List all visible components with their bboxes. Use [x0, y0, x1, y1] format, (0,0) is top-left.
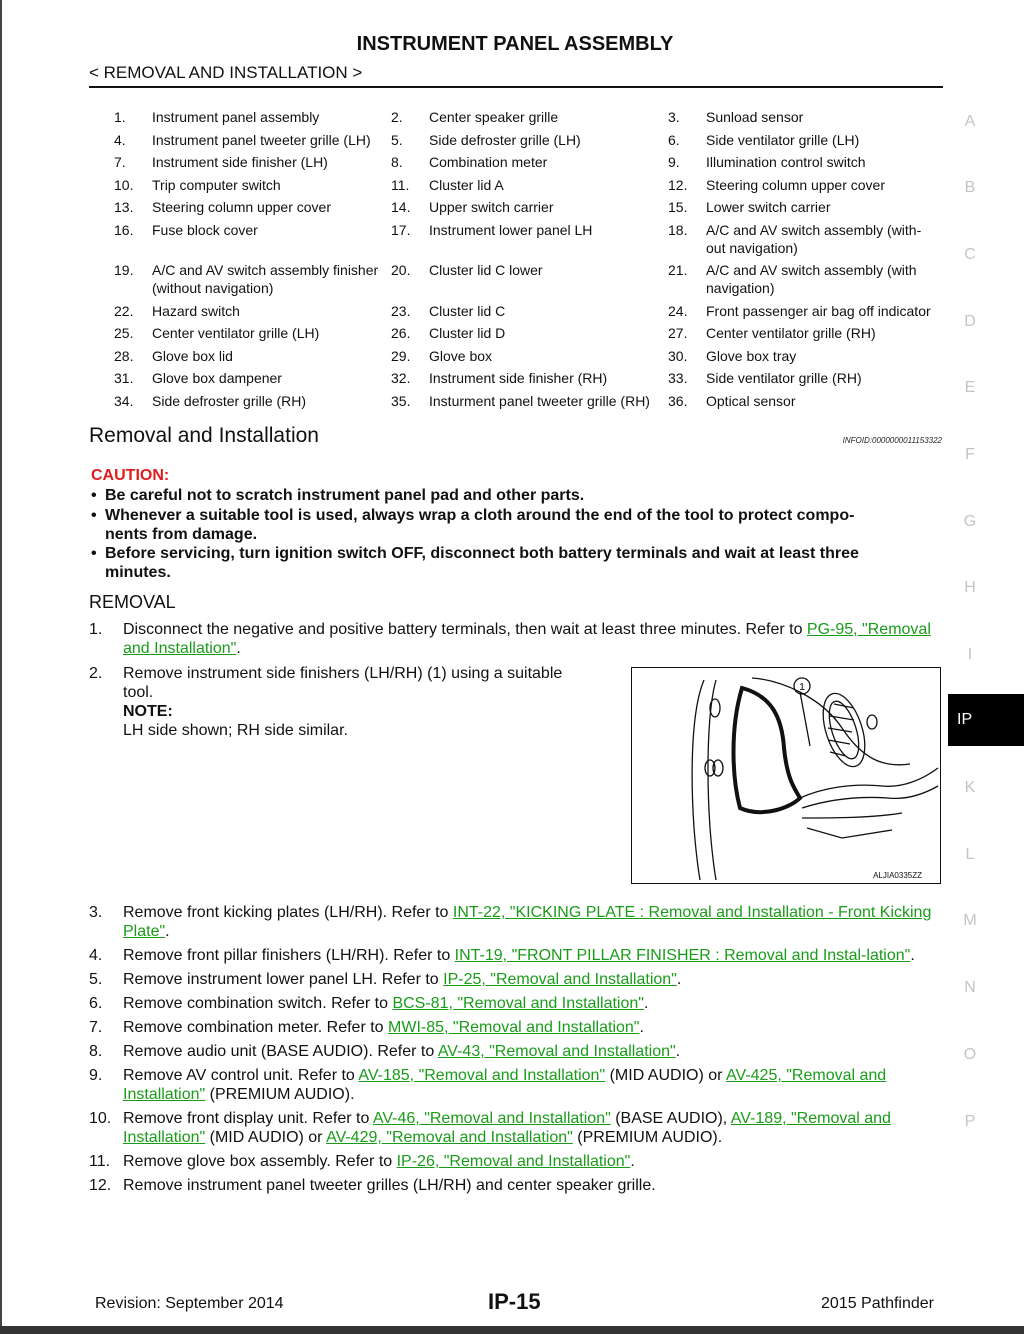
step-tail: . [165, 923, 170, 940]
step-link[interactable]: INT-19, "FRONT PILLAR FINISHER : Removal and Instal-lation" [454, 947, 911, 964]
part-number: 15. [668, 199, 688, 215]
step-item [89, 1042, 943, 1061]
step-link[interactable]: AV-185, "Removal and Installation" [358, 1067, 606, 1084]
step-link[interactable]: INT-22, "KICKING PLATE : Removal and Installation - Front Kicking Plate" [123, 904, 932, 940]
part-label: Sunload sensor [706, 109, 804, 125]
page-subtitle: < REMOVAL AND INSTALLATION > [89, 63, 363, 82]
part-number: 3. [668, 109, 680, 125]
step-number: 12. [89, 1177, 112, 1194]
part-label: Front passenger air bag off indicator [706, 302, 931, 319]
tab-e[interactable]: E [964, 379, 976, 396]
caution-item [89, 486, 943, 505]
part-label: Center ventilator grille (LH) [152, 325, 320, 341]
step-number: 3. [89, 904, 103, 921]
part-label: Side ventilator grille (LH) [706, 131, 860, 148]
part-label: Cluster lid A [429, 176, 504, 193]
footer-page-number: IP-15 [488, 1289, 541, 1314]
part-label: Glove box lid [152, 347, 233, 364]
part-number: 18. [668, 221, 688, 238]
part-label: Hazard switch [152, 302, 240, 319]
tab-n[interactable]: N [964, 979, 976, 996]
step-link[interactable]: BCS-81, "Removal and Installation" [392, 995, 644, 1012]
step-tail: . [910, 947, 915, 964]
tab-b[interactable]: B [964, 179, 976, 196]
step-number: 1. [89, 621, 103, 638]
step-number: 4. [89, 947, 103, 964]
parts-row [108, 198, 946, 221]
tab-h[interactable]: H [964, 579, 976, 596]
part-number: 24. [668, 302, 688, 319]
parts-row [108, 324, 946, 347]
step-link[interactable]: AV-43, "Removal and Installation" [437, 1043, 676, 1060]
step-number: 5. [89, 971, 103, 988]
step-item [89, 1152, 943, 1171]
figure-callout: 1 [799, 682, 805, 693]
figure-id: ALJIA0335ZZ [873, 871, 922, 880]
figure-side-finisher [631, 667, 941, 884]
step-number: 2. [89, 665, 103, 682]
tab-k[interactable]: K [964, 779, 976, 796]
part-label: Trip computer switch [152, 176, 281, 193]
part-number: 6. [668, 131, 680, 148]
step-item [89, 970, 943, 989]
step-item [89, 1066, 943, 1104]
parts-row [108, 153, 946, 176]
part-label: Side defroster grille (RH) [152, 392, 307, 409]
caution-item [89, 506, 943, 544]
part-number: 7. [114, 154, 126, 170]
part-number: 36. [668, 392, 688, 409]
step-item [89, 1176, 943, 1195]
tab-i[interactable]: I [967, 646, 973, 663]
tab-label: IP [957, 711, 973, 728]
step-tail: . [236, 640, 241, 657]
part-number: 20. [391, 262, 411, 278]
part-label: Glove box tray [706, 347, 797, 364]
step-number: 10. [89, 1110, 112, 1127]
section-heading: Removal and Installation [89, 424, 319, 447]
tab-l[interactable]: L [965, 846, 975, 863]
step-item [89, 1018, 943, 1037]
part-number: 29. [391, 347, 411, 364]
part-number: 26. [391, 325, 411, 341]
tab-g[interactable]: G [963, 513, 977, 530]
parts-row [108, 302, 946, 325]
caution-list [89, 486, 943, 583]
footer-revision: Revision: September 2014 [95, 1295, 284, 1312]
part-label: Fuse block cover [152, 221, 258, 238]
tab-m[interactable]: M [963, 912, 977, 929]
tab-p[interactable]: P [964, 1113, 976, 1130]
step-number: 8. [89, 1043, 103, 1060]
part-label: Glove box dampener [152, 370, 282, 386]
step-tail: . [643, 995, 649, 1012]
parts-row [108, 176, 946, 199]
step-item [89, 946, 943, 965]
caution-item [89, 544, 943, 582]
part-number: 30. [668, 347, 688, 364]
part-number: 25. [114, 325, 134, 341]
step-number: 6. [89, 995, 103, 1012]
parts-legend-table [108, 108, 946, 414]
parts-row [108, 392, 946, 415]
page-edge-bottom [0, 1326, 1024, 1334]
part-number: 4. [114, 131, 126, 148]
part-label: Instrument lower panel LH [429, 221, 593, 238]
part-label: A/C and AV switch assembly finisher (without navigation) [152, 262, 379, 296]
part-number: 11. [391, 176, 410, 193]
part-number: 17. [391, 221, 411, 238]
step-link[interactable]: AV-46, "Removal and Installation" [372, 1110, 611, 1127]
caution-title: CAUTION: [91, 467, 170, 484]
step-tail: . [630, 1153, 635, 1170]
tab-ip[interactable] [948, 694, 1024, 746]
step-text: Remove combination meter. Refer to [123, 1019, 389, 1036]
part-number: 5. [391, 131, 403, 148]
step-text: Disconnect the negative and positive battery terminals, then wait at least three minutes. Refer to [123, 621, 807, 638]
step-text: Remove front pillar finishers (LH/RH). Refer to [123, 947, 455, 964]
part-label: Instrument side finisher (RH) [429, 370, 608, 386]
step-tail: . [639, 1019, 644, 1036]
part-number: 9. [668, 154, 680, 170]
parts-row [108, 347, 946, 370]
step-text-cont: tool. [123, 684, 154, 701]
part-number: 21. [668, 262, 688, 278]
part-number: 23. [391, 302, 411, 319]
part-label: Steering column upper cover [152, 199, 331, 215]
step-link[interactable]: MWI-85, "Removal and Installation" [388, 1019, 640, 1036]
part-label: Combination meter [429, 154, 548, 170]
step-link[interactable]: IP-26, "Removal and Installation" [396, 1153, 631, 1170]
step-number: 11. [89, 1153, 111, 1170]
part-label: Illumination control switch [706, 154, 866, 170]
part-label: A/C and AV switch assembly (with navigation) [706, 262, 917, 296]
step-text: Remove instrument panel tweeter grilles (LH/RH) and center speaker grille. [123, 1177, 656, 1194]
step-text-mid: (MID AUDIO) or [205, 1129, 327, 1146]
part-number: 19. [114, 262, 134, 278]
step-link[interactable]: PG-95, "Removal and Installation" [123, 621, 931, 657]
part-label: Glove box [429, 347, 493, 364]
step-text-mid: (MID AUDIO) or [605, 1067, 727, 1084]
footer-model: 2015 Pathfinder [821, 1295, 934, 1312]
step-link[interactable]: AV-189, "Removal and Installation" [123, 1110, 891, 1146]
part-number: 12. [668, 176, 688, 193]
step-item [89, 994, 943, 1013]
part-label: Steering column upper cover [706, 176, 885, 193]
step-item [89, 620, 943, 658]
step-text: Remove glove box assembly. Refer to [123, 1153, 397, 1170]
part-number: 28. [114, 347, 134, 364]
part-label: Lower switch carrier [706, 199, 831, 215]
step-text: Remove instrument lower panel LH. Refer to [123, 971, 444, 988]
note-label: NOTE: [123, 703, 173, 720]
part-number: 32. [391, 370, 411, 386]
step-tail: . [676, 971, 682, 988]
caution-item-text: Be careful not to scratch instrument panel pad and other parts. [105, 487, 585, 504]
part-number: 33. [668, 370, 688, 386]
part-label: Cluster lid C lower [429, 262, 543, 278]
part-label: Cluster lid C [429, 302, 506, 319]
tab-a[interactable]: A [964, 113, 976, 130]
part-number: 27. [668, 325, 688, 341]
step-tail: (PREMIUM AUDIO). [572, 1129, 723, 1146]
part-number: 8. [391, 154, 403, 170]
step-text-mid: (BASE AUDIO), [610, 1110, 731, 1127]
page-edge [0, 0, 2, 1334]
step-number: 9. [89, 1067, 103, 1084]
step-text: Remove instrument side finishers (LH/RH) (1) using a suitable [123, 665, 563, 682]
step-link[interactable]: AV-429, "Removal and Installation" [326, 1129, 573, 1146]
parts-row [108, 369, 946, 392]
part-number: 16. [114, 221, 134, 238]
part-number: 1. [114, 109, 126, 125]
part-number: 14. [391, 199, 411, 215]
part-number: 35. [391, 392, 411, 409]
parts-row [108, 261, 946, 302]
tab-f[interactable]: F [965, 446, 975, 463]
page-title: INSTRUMENT PANEL ASSEMBLY [356, 33, 674, 55]
part-label: Insturment panel tweeter grille (RH) [429, 392, 650, 409]
tab-d[interactable]: D [964, 313, 976, 330]
part-label: Instrument side finisher (LH) [152, 154, 328, 170]
step-text: Remove combination switch. Refer to [123, 995, 393, 1012]
figure-illustration [632, 668, 940, 883]
step-item [89, 903, 943, 941]
part-number: 31. [114, 370, 134, 386]
part-number: 2. [391, 109, 403, 125]
step-number: 7. [89, 1019, 103, 1036]
step-text: Remove front display unit. Refer to [123, 1110, 373, 1127]
step-link[interactable]: AV-425, "Removal and Installation" [123, 1067, 887, 1103]
part-label: Upper switch carrier [429, 199, 554, 215]
part-label: Side defroster grille (LH) [429, 131, 581, 148]
step-item [89, 664, 629, 740]
tab-c[interactable]: C [964, 246, 976, 263]
header-divider [89, 86, 943, 88]
removal-heading: REMOVAL [89, 592, 176, 612]
part-label: Side ventilator grille (RH) [706, 370, 862, 386]
step-text: Remove audio unit (BASE AUDIO). Refer to [123, 1043, 438, 1060]
part-label: Center ventilator grille (RH) [706, 325, 876, 341]
part-label: Cluster lid D [429, 325, 506, 341]
step-text: Remove front kicking plates (LH/RH). Refer to [123, 904, 453, 921]
parts-row [108, 221, 946, 262]
part-number: 10. [114, 176, 134, 193]
part-label: Center speaker grille [429, 109, 559, 125]
part-label: A/C and AV switch assembly (with- out navigation) [706, 221, 922, 256]
step-list-1 [89, 620, 943, 663]
parts-row [108, 108, 946, 131]
step-text: Remove AV control unit. Refer to [123, 1067, 359, 1084]
part-label: Optical sensor [706, 392, 796, 409]
step-link[interactable]: IP-25, "Removal and Installation" [443, 971, 677, 988]
step-tail: . [675, 1043, 681, 1060]
caution-item-text: Before servicing, turn ignition switch OFF, disconnect both battery terminals and wait at least three minutes. [105, 545, 859, 581]
info-id: INFOID:0000000011153322 [842, 436, 942, 445]
step-tail: (PREMIUM AUDIO). [205, 1086, 355, 1103]
part-number: 13. [114, 199, 134, 215]
part-number: 22. [114, 302, 134, 319]
tab-o[interactable]: O [963, 1046, 977, 1063]
parts-row [108, 131, 946, 154]
note-text: LH side shown; RH side similar. [123, 722, 348, 739]
part-label: Instrument panel assembly [152, 109, 320, 125]
step-list-2 [89, 903, 943, 1200]
caution-item-text: Whenever a suitable tool is used, always wrap a cloth around the end of the tool to protect compo- nents from damage. [105, 506, 855, 543]
part-label: Instrument panel tweeter grille (LH) [152, 131, 371, 148]
step-item [89, 1109, 943, 1147]
part-number: 34. [114, 392, 134, 409]
